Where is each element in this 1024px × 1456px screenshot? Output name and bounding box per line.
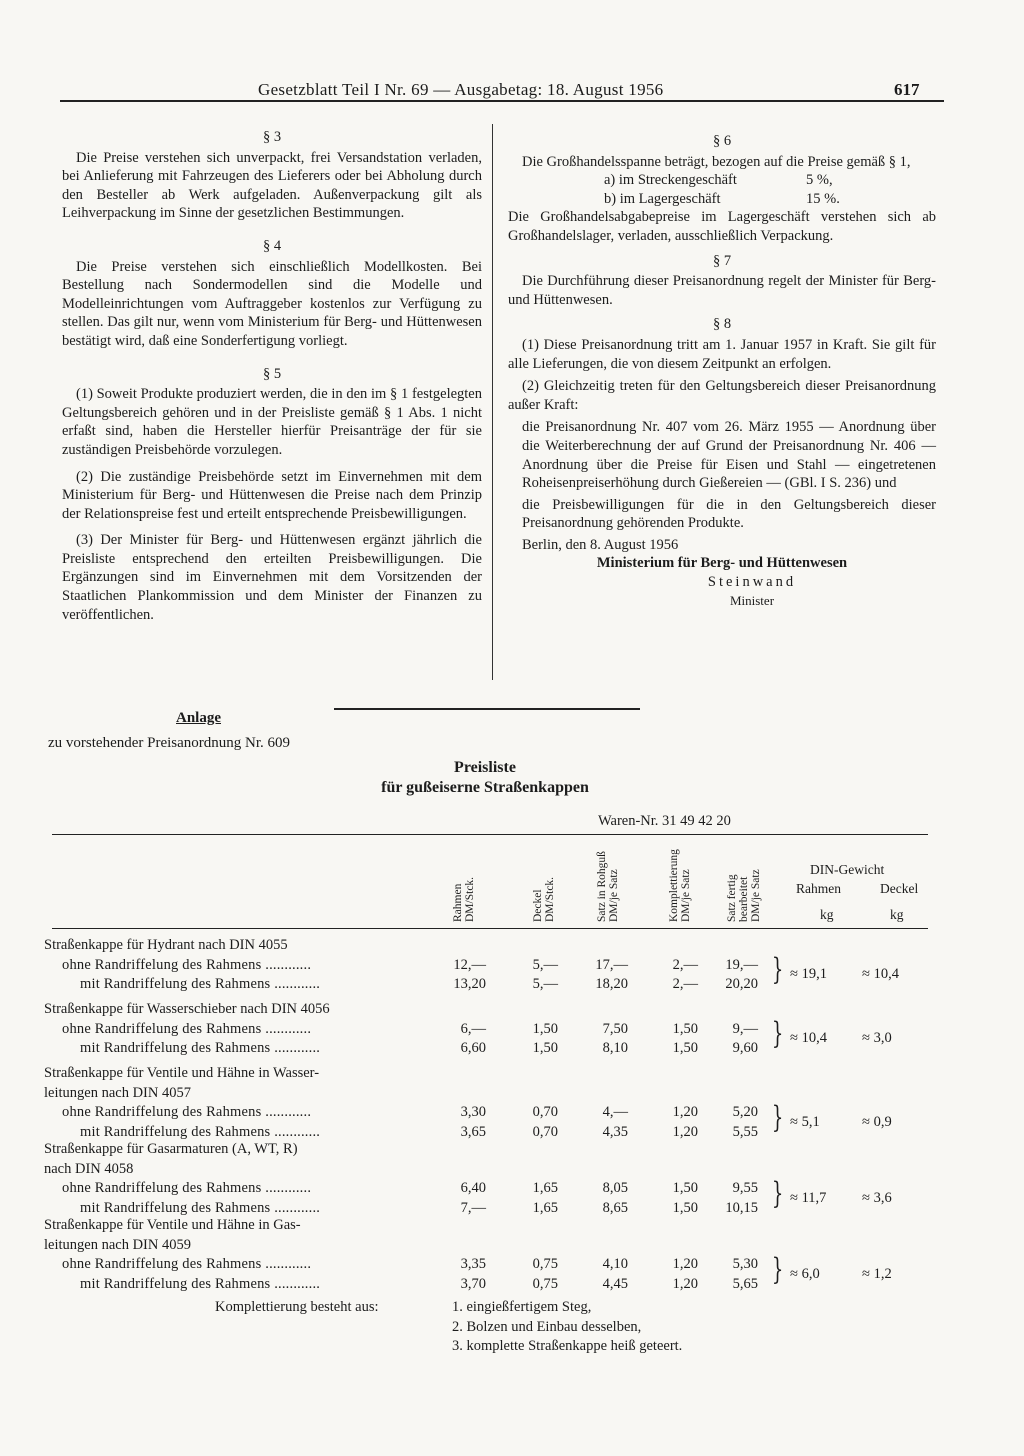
- group-title: Straßenkappe für Gasarmaturen (A, WT, R): [44, 1141, 298, 1157]
- section-heading: § 7: [712, 252, 732, 269]
- paragraph: Die Großhandelsabgabepreise im Lagergeschäft verstehen sich ab Großhandelslager, verladen, ausschließlich Verpackung.: [508, 209, 936, 244]
- col-header: Satz fertig bearbeitet DM/je Satz: [726, 869, 762, 922]
- din-weight-deckel: ≈ 3,0: [862, 1030, 892, 1047]
- right-column: [508, 126, 936, 610]
- table-row-label: ohne Randriffelung des Rahmens ............: [62, 1256, 312, 1272]
- table-cell: 4,10: [602, 1256, 628, 1272]
- group-title: Straßenkappe für Ventile und Hähne in Gas-: [44, 1217, 301, 1233]
- table-row-label: ohne Randriffelung des Rahmens ............: [62, 1180, 312, 1196]
- paragraph: (3) Der Minister für Berg- und Hüttenwesen ergänzt jährlich die Preisliste entsprechend den erteilten Preisbewilligungen. Die Ergänzungen sind im Einvernehmen mit dem Vorsitzenden der Staatlichen Plankommission und dem Minister der Finanzen zu veröffentlichen.: [62, 532, 482, 623]
- col-header: Satz in Rohguß DM/je Satz: [596, 851, 620, 922]
- din-weight-deckel: ≈ 10,4: [862, 966, 899, 983]
- paragraph: Die Durchführung dieser Preisanordnung regelt der Minister für Berg- und Hüttenwesen.: [508, 273, 936, 308]
- quoted-paragraph: die Preisanordnung Nr. 407 vom 26. März 1955 — Anordnung über die Weiterberechnung der auf Grund der Preisanordnung Nr. 406 — Anordnung über die Preise für Eisen und Stahl — eingetretenen Roheisenpreiserhöhung durch Gießereien — (GBl. I S. 236) und: [522, 419, 936, 492]
- section-heading: § 3: [262, 129, 282, 145]
- table-cell: 2,—: [672, 956, 698, 973]
- section-heading: § 4: [262, 237, 282, 254]
- col-header: Rahmen DM/Stck.: [452, 876, 476, 922]
- group-title: Straßenkappe für Wasserschieber nach DIN 4056: [44, 1001, 330, 1017]
- waren-number: Waren-Nr. 31 49 42 20: [598, 813, 731, 829]
- anlage-subtitle: zu vorstehender Preisanordnung Nr. 609: [48, 735, 291, 751]
- group-title: leitungen nach DIN 4057: [44, 1084, 191, 1101]
- table-cell: 1,50: [672, 1199, 698, 1216]
- komplettierung-item: 3. komplette Straßenkappe heiß geteert.: [452, 1338, 683, 1354]
- signer-role: Minister: [729, 592, 775, 608]
- table-cell: 1,50: [532, 1020, 558, 1037]
- table-cell: 8,05: [602, 1180, 628, 1196]
- table-cell: 0,70: [532, 1104, 558, 1120]
- group-title: Straßenkappe für Hydrant nach DIN 4055: [44, 937, 288, 953]
- table-cell: 5,65: [732, 1275, 758, 1292]
- quoted-paragraph: die Preisbewilligungen für die in den Geltungsbereich dieser Preisanordnung gehörenden Produkte.: [522, 496, 936, 532]
- table-cell: 5,55: [732, 1123, 758, 1140]
- din-weight-rahmen: ≈ 5,1: [790, 1113, 820, 1130]
- table-cell: 6,60: [460, 1040, 486, 1056]
- col-header: Deckel DM/Stck.: [532, 876, 556, 922]
- table-cell: 12,—: [453, 956, 486, 973]
- table-row-label: ohne Randriffelung des Rahmens ............: [62, 956, 312, 973]
- list-item: b) im Lagergeschäft 15 %.: [604, 190, 840, 207]
- table-cell: 7,—: [460, 1199, 486, 1216]
- table-cell: 1,20: [672, 1256, 698, 1272]
- header-rule: [60, 100, 944, 102]
- section-heading: § 8: [712, 316, 732, 333]
- place-date: Berlin, den 8. August 1956: [522, 536, 679, 553]
- din-weight-rahmen: ≈ 11,7: [790, 1189, 827, 1206]
- brace-icon: }: [771, 1016, 784, 1052]
- table-top-rule: [52, 834, 928, 835]
- table-cell: 17,—: [595, 956, 628, 973]
- table-cell: 1,50: [532, 1040, 558, 1056]
- table-row-label: ohne Randriffelung des Rahmens ............: [62, 1020, 312, 1037]
- din-weight-deckel: ≈ 3,6: [862, 1189, 892, 1206]
- table-cell: 5,30: [732, 1256, 758, 1272]
- table-cell: 13,20: [453, 976, 486, 992]
- page-number: 617: [894, 80, 920, 99]
- table-cell: 4,—: [602, 1104, 628, 1120]
- table-cell: 3,65: [460, 1123, 486, 1140]
- table-cell: 20,20: [725, 976, 758, 992]
- table-cell: 1,50: [672, 1180, 698, 1196]
- table-cell: 0,70: [532, 1123, 558, 1140]
- table-cell: 3,70: [460, 1275, 486, 1292]
- din-weight-rahmen: ≈ 10,4: [790, 1030, 827, 1047]
- din-sub-deckel: Deckel: [880, 881, 919, 896]
- left-column: [62, 122, 482, 624]
- table-cell: 5,—: [532, 976, 558, 992]
- table-cell: 1,65: [532, 1180, 558, 1196]
- din-header: DIN-Gewicht: [810, 862, 885, 877]
- din-weight-deckel: ≈ 0,9: [862, 1113, 892, 1130]
- signer-name: Steinwand: [707, 574, 797, 591]
- table-cell: 10,15: [725, 1199, 758, 1216]
- group-title: leitungen nach DIN 4059: [44, 1236, 191, 1253]
- table-row-label: mit Randriffelung des Rahmens ............: [80, 1040, 321, 1056]
- table-cell: 1,50: [672, 1040, 698, 1056]
- komplettierung-item: 1. eingießfertigem Steg,: [452, 1299, 592, 1315]
- table-cell: 1,50: [672, 1020, 698, 1037]
- table-cell: 1,20: [672, 1104, 698, 1120]
- komplettierung-label: Komplettierung besteht aus:: [215, 1299, 379, 1315]
- table-cell: 9,—: [732, 1020, 758, 1037]
- table-cell: 9,60: [732, 1040, 758, 1056]
- paragraph: (1) Diese Preisanordnung tritt am 1. Januar 1957 in Kraft. Sie gilt für alle Lieferungen, die von diesem Zeitpunkt an erfolgen.: [508, 336, 936, 372]
- paragraph: (2) Die zuständige Preisbehörde setzt im Einvernehmen mit dem Ministerium für Berg- und Hüttenwesen die Preise nach dem Prinzip der Relationspreise fest und erteilt entsprechende Preisbewilligungen.: [62, 468, 482, 522]
- table-header-rule: [52, 928, 928, 929]
- paragraph: (2) Gleichzeitig treten für den Geltungsbereich dieser Preisanordnung außer Kraft:: [508, 378, 936, 413]
- din-unit-deckel: kg: [890, 907, 904, 922]
- col-header: Komplettierung DM/je Satz: [668, 849, 692, 922]
- ministry-name: Ministerium für Berg- und Hüttenwesen: [596, 555, 848, 572]
- paragraph: Die Großhandelsspanne beträgt, bezogen auf die Preise gemäß § 1,: [522, 153, 911, 170]
- table-row-label: mit Randriffelung des Rahmens ............: [80, 976, 321, 992]
- paragraph: Die Preise verstehen sich einschließlich Modellkosten. Bei Bestellung nach Sondermodellen sind die Modelle und Modelleinrichtungen vom Auftraggeber kostenlos zur Verfügung zu stellen. Das gilt nur, wenn vom Ministerium für Berg- und Hüttenwesen bestätigt wird, daß eine Sonderfertigung vorliegt.: [62, 258, 482, 349]
- brace-icon: }: [771, 1175, 784, 1211]
- table-cell: 3,30: [460, 1104, 486, 1120]
- table-cell: 1,20: [672, 1123, 698, 1140]
- table-cell: 6,—: [460, 1020, 486, 1037]
- table-cell: 18,20: [595, 976, 628, 992]
- table-cell: 5,20: [732, 1104, 758, 1120]
- table-cell: 8,10: [602, 1040, 628, 1056]
- table-cell: 0,75: [532, 1275, 558, 1292]
- table-cell: 1,65: [532, 1199, 558, 1216]
- brace-icon: }: [771, 1099, 784, 1135]
- table-row-label: mit Randriffelung des Rahmens ............: [80, 1199, 321, 1216]
- din-weight-deckel: ≈ 1,2: [862, 1265, 892, 1282]
- table-cell: 6,40: [460, 1180, 486, 1196]
- din-sub-rahmen: Rahmen: [796, 881, 841, 896]
- page-header: Gesetzblatt Teil I Nr. 69 — Ausgabetag: 18. August 1956: [258, 80, 664, 99]
- anlage-title: Anlage: [176, 710, 221, 726]
- table-cell: 4,35: [602, 1123, 628, 1140]
- table-row-label: mit Randriffelung des Rahmens ............: [80, 1275, 321, 1292]
- table-cell: 7,50: [602, 1020, 628, 1037]
- section-rule: [334, 708, 640, 710]
- paragraph: (1) Soweit Produkte produziert werden, die in den im § 1 festgelegten Geltungsbereich gehören und in der Preisliste gemäß § 1 Abs. 1 nicht erfaßt sind, haben die Hersteller hierfür Preisanträge der für sie zuständigen Preisbehörde vorzulegen.: [62, 386, 482, 458]
- table-cell: 19,—: [725, 956, 758, 973]
- paragraph: Die Preise verstehen sich unverpackt, frei Versandstation verladen, bei Anlieferung mit Fahrzeugen des Lieferers oder bei Abholung durch den Besteller ab Werk aufgeladen. Außenverpackung gilt als Leihverpackung im Sinne der gesetzlichen Bestimmungen.: [62, 149, 482, 222]
- table-row-label: ohne Randriffelung des Rahmens ............: [62, 1104, 312, 1120]
- table-cell: 3,35: [460, 1256, 486, 1272]
- section-heading: § 6: [712, 133, 732, 149]
- brace-icon: }: [771, 952, 784, 988]
- table-row-label: mit Randriffelung des Rahmens ............: [80, 1123, 321, 1140]
- pricelist-title: Preisliste für gußeiserne Straßenkappen: [381, 759, 589, 796]
- table-cell: 4,45: [602, 1275, 628, 1292]
- table-cell: 8,65: [602, 1199, 628, 1216]
- column-divider: [492, 124, 493, 680]
- group-title: Straßenkappe für Ventile und Hähne in Wasser-: [44, 1065, 320, 1081]
- brace-icon: }: [771, 1251, 784, 1287]
- section-heading: § 5: [262, 365, 282, 382]
- din-weight-rahmen: ≈ 19,1: [790, 966, 827, 983]
- table-cell: 2,—: [672, 976, 698, 992]
- din-unit-rahmen: kg: [820, 907, 834, 922]
- table-cell: 9,55: [732, 1180, 758, 1196]
- din-weight-rahmen: ≈ 6,0: [790, 1265, 820, 1282]
- table-cell: 1,20: [672, 1275, 698, 1292]
- group-title: nach DIN 4058: [44, 1160, 134, 1177]
- table-cell: 5,—: [532, 956, 558, 973]
- table-cell: 0,75: [532, 1256, 558, 1272]
- komplettierung-item: 2. Bolzen und Einbau desselben,: [452, 1319, 642, 1335]
- list-item: a) im Streckengeschäft 5 %,: [604, 172, 833, 189]
